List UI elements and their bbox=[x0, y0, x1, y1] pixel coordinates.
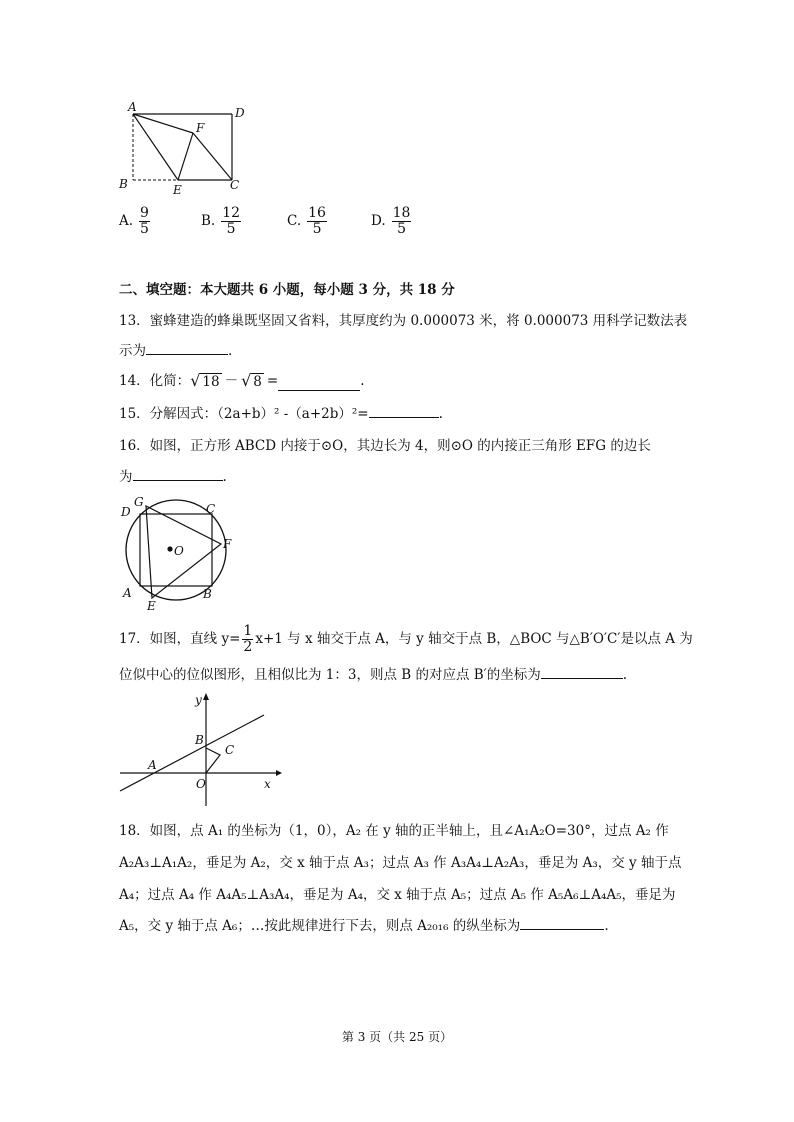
q14: 14．化简： √ 18 － √ 8 = . bbox=[119, 371, 365, 390]
q15: 15．分解因式：（2a+b）² -（a+2b）²= . bbox=[119, 406, 443, 422]
label-G: G bbox=[134, 495, 144, 509]
q16-line2: 为 . bbox=[119, 469, 227, 485]
q12-options bbox=[119, 204, 449, 238]
figure-coordinate-line bbox=[116, 692, 282, 808]
answer-blank bbox=[520, 917, 604, 930]
q13-line2: 示为 . bbox=[119, 343, 233, 359]
label-A: A bbox=[148, 758, 157, 772]
label-E: E bbox=[173, 183, 182, 197]
option-d: D. $\frac{18}{5}$ bbox=[371, 204, 411, 237]
answer-blank bbox=[133, 468, 223, 481]
label-O: O bbox=[174, 544, 184, 558]
label-C: C bbox=[230, 178, 240, 192]
answer-blank bbox=[278, 378, 360, 391]
label-O: O bbox=[196, 777, 206, 791]
q18-line3: A₄；过点 A₄ 作 A₄A₅⊥A₃A₄，垂足为 A₄，交 x 轴于点 A₅；过点 A₅ 作 A₅A₆⊥A₄A₅，垂足为 bbox=[119, 887, 676, 903]
q17-line1: 17．如图，直线 y= $\frac{1}{2}$ x+1 与 x 轴交于点 A，与 y 轴交于点 B，△BOC 与△B′O′C′是以点 A 为 bbox=[119, 622, 693, 655]
answer-blank bbox=[369, 405, 439, 418]
label-B: B bbox=[195, 733, 204, 747]
q16-line1: 16．如图，正方形 ABCD 内接于⊙O，其边长为 4，则⊙O 的内接正三角形 EFG 的边长 bbox=[119, 438, 651, 454]
label-C: C bbox=[206, 502, 216, 516]
figure-circle-square-triangle bbox=[114, 494, 240, 612]
q13-line1: 13．蜜蜂建造的蜂巢既坚固又省料，其厚度约为 0.000073 米，将 0.000073 用科学记数法表 bbox=[119, 313, 688, 329]
sqrt-8: √ 8 bbox=[241, 371, 262, 390]
answer-blank bbox=[541, 666, 623, 679]
label-B: B bbox=[119, 177, 128, 191]
label-D: D bbox=[235, 106, 245, 120]
sqrt-18: √ 18 bbox=[190, 371, 220, 390]
option-b: B. $\frac{12}{5}$ bbox=[201, 204, 241, 237]
q18-line1: 18．如图，点 A₁ 的坐标为（1，0），A₂ 在 y 轴的正半轴上，且∠A₁A₂O=30°，过点 A₂ 作 bbox=[119, 823, 669, 839]
answer-blank bbox=[146, 342, 228, 355]
q18-line4: A₅，交 y 轴于点 A₆；…按此规律进行下去，则点 A₂₀₁₆ 的纵坐标为 . bbox=[119, 918, 609, 934]
label-F: F bbox=[223, 537, 232, 551]
label-x: x bbox=[264, 777, 271, 791]
option-a: A. $\frac{9}{5}$ bbox=[119, 204, 149, 237]
option-c: C. $\frac{16}{5}$ bbox=[287, 204, 326, 237]
page-footer: 第 3 页（共 25 页） bbox=[341, 1030, 453, 1044]
fraction-one-half: $\frac{1}{2}$ bbox=[243, 622, 253, 655]
figure-rectangle-fold bbox=[116, 100, 251, 200]
label-F: F bbox=[196, 121, 205, 135]
q17-line2: 位似中心的位似图形，且相似比为 1：3，则点 B 的对应点 B′的坐标为 . bbox=[119, 667, 628, 683]
label-E: E bbox=[147, 599, 156, 612]
q18-line2: A₂A₃⊥A₁A₂，垂足为 A₂，交 x 轴于点 A₃；过点 A₃ 作 A₃A₄⊥A₂A₃，垂足为 A₃，交 y 轴于点 bbox=[119, 855, 682, 871]
label-A: A bbox=[128, 100, 137, 114]
label-C: C bbox=[225, 743, 235, 757]
label-D: D bbox=[121, 505, 131, 519]
label-A: A bbox=[123, 586, 132, 600]
label-B: B bbox=[203, 587, 212, 601]
label-y: y bbox=[195, 693, 202, 707]
section-heading: 二、填空题：本大题共 6 小题，每小题 3 分，共 18 分 bbox=[119, 282, 455, 298]
